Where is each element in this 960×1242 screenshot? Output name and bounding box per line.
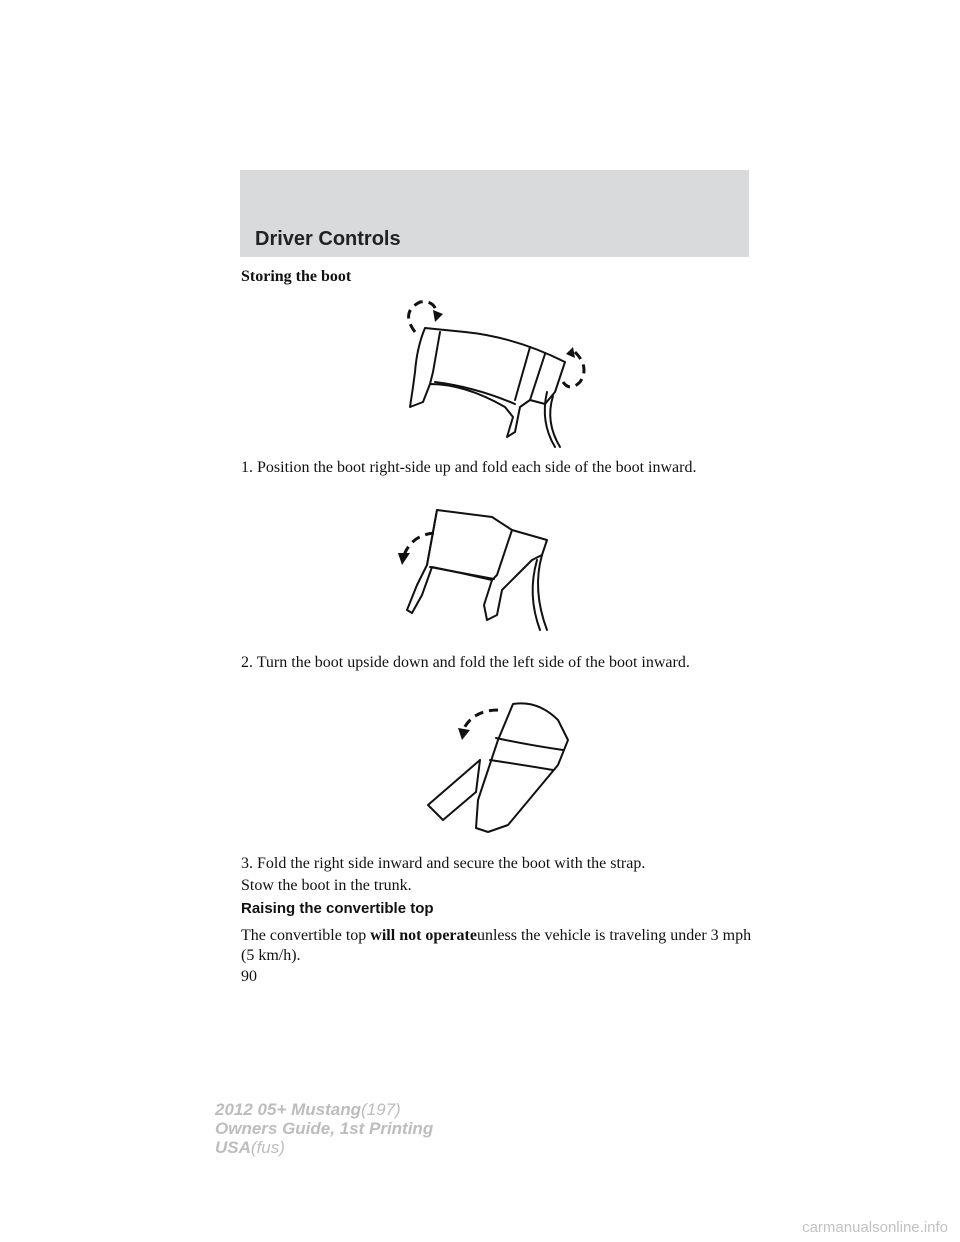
footer-region-line [215, 1138, 433, 1157]
boot-fold-right-illustration [418, 700, 578, 838]
boot-fold-left-illustration [392, 505, 562, 635]
step-2-text: 2. Turn the boot upside down and fold the left side of the boot inward. [241, 654, 690, 671]
document-footer [215, 1100, 433, 1157]
paragraph-bold-text: will not operate [370, 927, 477, 944]
watermark-text: carmanualsonline.info [802, 1219, 948, 1236]
stow-instruction: Stow the boot in the trunk. [241, 877, 412, 894]
step-3-text: 3. Fold the right side inward and secure the boot with the strap. [241, 855, 646, 872]
speed-limit-paragraph [241, 926, 761, 966]
footer-model-line [215, 1100, 433, 1119]
section-header-band [240, 170, 749, 257]
section-title: Driver Controls [255, 228, 401, 250]
boot-fold-sides-illustration [395, 292, 605, 454]
footer-model: 2012 05+ Mustang [215, 1100, 361, 1119]
subsection-heading: Storing the boot [241, 268, 352, 285]
footer-model-code: (197) [361, 1100, 401, 1119]
step-1-text: 1. Position the boot right-side up and fold each side of the boot inward. [241, 459, 697, 476]
raising-top-heading: Raising the convertible top [241, 900, 434, 917]
page-number: 90 [241, 968, 257, 985]
paragraph-text-before: The convertible top [241, 927, 371, 944]
footer-region: USA [215, 1138, 251, 1157]
footer-region-code: (fus) [250, 1138, 285, 1157]
paragraph-text-after: unless the vehicle is traveling under 3 mph (5 km/h). [241, 927, 752, 964]
footer-guide: Owners Guide, 1st Printing [215, 1119, 434, 1138]
